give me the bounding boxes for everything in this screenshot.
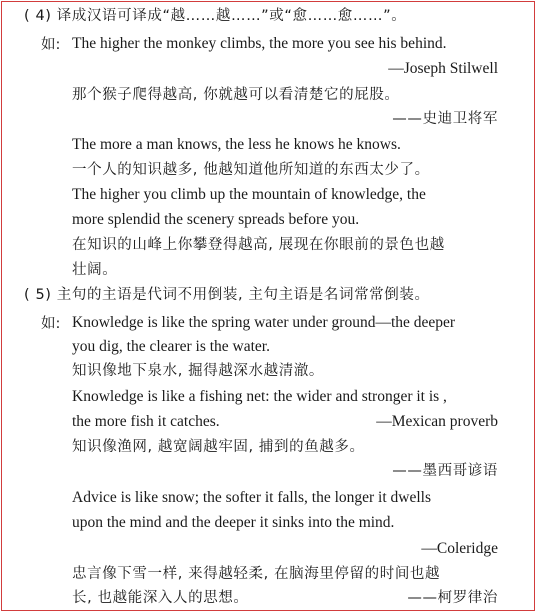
- section-4-example-label: 如:: [41, 37, 61, 53]
- section-4-heading: ( 4) 译成汉语可译成“越……越……”或“愈……愈……”。: [24, 8, 407, 24]
- section-5-example-label: 如:: [41, 316, 61, 332]
- section-5-heading: ( 5) 主句的主语是代词不用倒装, 主句主语是名词常常倒装。: [24, 287, 430, 303]
- example-zh-snow-line-2: 长, 也越能深入人的思想。: [72, 590, 249, 606]
- example-zh-net: 知识像渔网, 越宽阔越牢固, 捕到的鱼越多。: [72, 439, 365, 455]
- example-zh-knows: 一个人的知识越多, 他越知道他所知道的东西太少了。: [72, 162, 430, 178]
- example-en-spring-line-2: you dig, the clearer is the water.: [72, 338, 270, 355]
- example-en-net-line-2: the more fish it catches.: [72, 413, 220, 430]
- example-en-knows: The more a man knows, the less he knows he knows.: [72, 136, 401, 153]
- attribution-zh-stilwell: ——史迪卫将军: [392, 111, 498, 127]
- attribution-coleridge: —Coleridge: [421, 540, 498, 557]
- example-en-mountain-line-2: more splendid the scenery spreads before you.: [72, 211, 360, 228]
- attribution-stilwell: —Joseph Stilwell: [388, 60, 498, 77]
- example-zh-spring: 知识像地下泉水, 掘得越深水越清澈。: [72, 363, 325, 379]
- example-en-net-line-1: Knowledge is like a fishing net: the wider and stronger it is ,: [72, 388, 447, 405]
- example-zh-monkey: 那个猴子爬得越高, 你就越可以看清楚它的屁股。: [72, 87, 400, 103]
- example-zh-mountain-line-1: 在知识的山峰上你攀登得越高, 展现在你眼前的景色也越: [72, 237, 445, 253]
- attribution-zh-coleridge: ——柯罗律治: [407, 590, 498, 606]
- example-en-mountain-line-1: The higher you climb up the mountain of knowledge, the: [72, 186, 426, 203]
- example-en-monkey: The higher the monkey climbs, the more you see his behind.: [72, 35, 447, 52]
- example-en-snow-line-2: upon the mind and the deeper it sinks into the mind.: [72, 514, 395, 531]
- example-en-snow-line-1: Advice is like snow; the softer it falls, the longer it dwells: [72, 489, 432, 506]
- example-en-spring-line-1: Knowledge is like the spring water under ground—the deeper: [72, 314, 456, 331]
- attribution-zh-mexican-proverb: ——墨西哥谚语: [392, 463, 498, 479]
- example-zh-snow-line-1: 忠言像下雪一样, 来得越轻柔, 在脑海里停留的时间也越: [72, 566, 441, 582]
- attribution-mexican-proverb: —Mexican proverb: [376, 413, 498, 430]
- example-zh-mountain-line-2: 壮阔。: [72, 262, 118, 278]
